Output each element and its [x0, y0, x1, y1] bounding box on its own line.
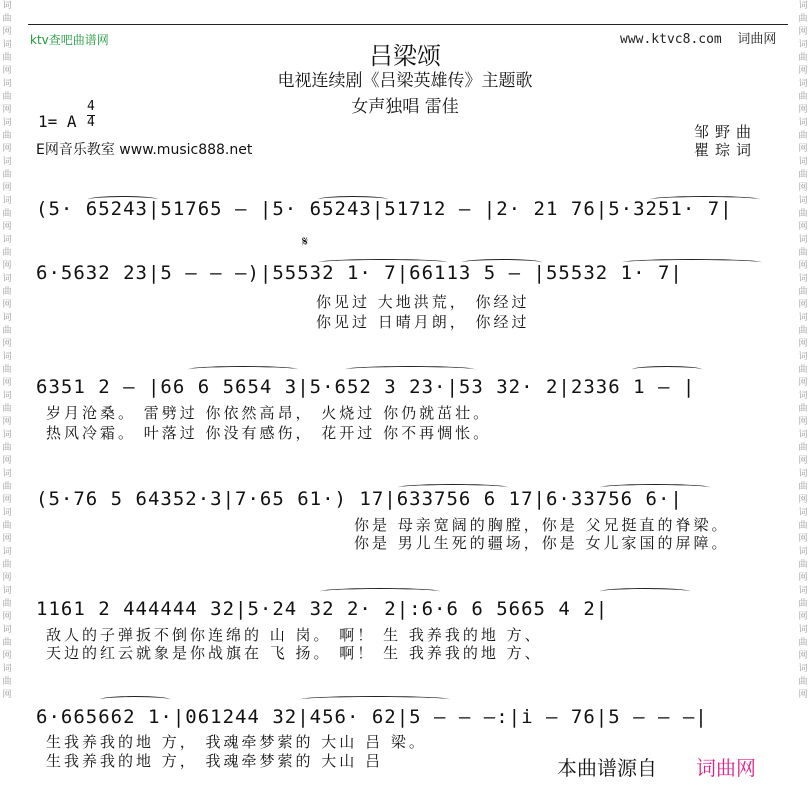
lyric-row-3a: 岁月沧桑。 雷劈过 你依然高昂， 火烧过 你仍就茁壮。 [46, 404, 492, 422]
side-watermark-right: 词曲网词曲网词曲网词曲网词曲网词曲网词曲网词曲网词曲网词曲网词曲网词曲网词曲网词曲网词曲网词曲网词曲网词曲网 [798, 1, 808, 700]
top-rule [28, 24, 788, 25]
notation-row-2: 6·5632 23|5 — — —)|55532 1· 7|66113 5 — |55532 1· 7| [36, 262, 683, 284]
song-title: 吕梁颂 [369, 42, 441, 70]
segno-sign: 𝄋 [302, 234, 309, 250]
notation-row-5: 1161 2 444444 32|5·24 32 2· 2|:6·6 6 5665 4 2| [36, 598, 609, 620]
lyricist-credit: 瞿琮词 [694, 141, 758, 159]
composer-credit: 邹野曲 [694, 123, 758, 141]
slur [188, 366, 298, 373]
watermark-left: ktv查吧曲谱网 [30, 33, 109, 47]
notation-row-3: 6351 2 — |66 6 5654 3|5·652 3 23·|53 32· 2|2336 1 — | [36, 376, 696, 398]
singer-line: 女声独唱 雷佳 [351, 97, 459, 117]
source-site: E网音乐教室 www.music888.net [36, 142, 253, 158]
lyric-row-2b: 你见过 日晴月朗， 你经过 [316, 313, 530, 331]
notation-row-4: (5·76 5 64352·3|7·65 61·) 17|633756 6 17|6·33756 6·| [36, 488, 683, 510]
lyric-row-5a: 敌人的子弹扳不倒你连绵的 山 岗。 啊！ 生 我养我的地 方、 [46, 626, 543, 644]
key-signature: 1= A [38, 112, 77, 131]
source-credit-site: 词曲网 [696, 756, 756, 780]
notation-row-6: 6·665662 1·|061244 32|456· 62|5 — — —:|i — 76|5 — — —| [36, 706, 708, 728]
slur [632, 366, 702, 373]
lyric-row-4b: 你是 男儿生死的疆场，你是 女儿家国的屏障。 [354, 534, 730, 552]
time-signature-bottom: 4 [87, 115, 95, 130]
song-subtitle: 电视连续剧《吕梁英雄传》主题歌 [277, 71, 533, 91]
source-credit: 本曲谱源自 [557, 756, 657, 780]
watermark-right: www.ktvc8.com 词曲网 [620, 32, 777, 47]
side-watermark-left: 词曲网词曲网词曲网词曲网词曲网词曲网词曲网词曲网词曲网词曲网词曲网词曲网词曲网词曲网词曲网词曲网词曲网词曲网 [2, 1, 12, 700]
time-signature-top: 4 [87, 99, 95, 114]
slur [320, 588, 440, 595]
lyric-row-3b: 热风冷霜。 叶落过 你没有感伤， 花开过 你不再惆怅。 [46, 424, 492, 442]
time-signature [87, 100, 95, 130]
slur [600, 588, 690, 595]
slur [345, 366, 475, 373]
slur [100, 696, 170, 703]
lyric-row-6a: 生我养我的地 方， 我魂牵梦萦的 大山 吕 梁。 [46, 733, 427, 751]
notation-row-1: (5· 65243|51765 — |5· 65243|51712 — |2· 21 76|5·3251· 7| [36, 198, 733, 220]
lyric-row-4a: 你是 母亲宽阔的胸膛，你是 父兄挺直的脊梁。 [354, 516, 730, 534]
lyric-row-5b: 天边的红云就象是你战旗在 飞 扬。 啊！ 生 我养我的地 方、 [46, 644, 543, 662]
lyric-row-2a: 你见过 大地洪荒， 你经过 [316, 293, 530, 311]
slur [300, 696, 450, 703]
lyric-row-6b: 生我养我的地 方， 我魂牵梦萦的 大山 吕 [46, 752, 384, 770]
